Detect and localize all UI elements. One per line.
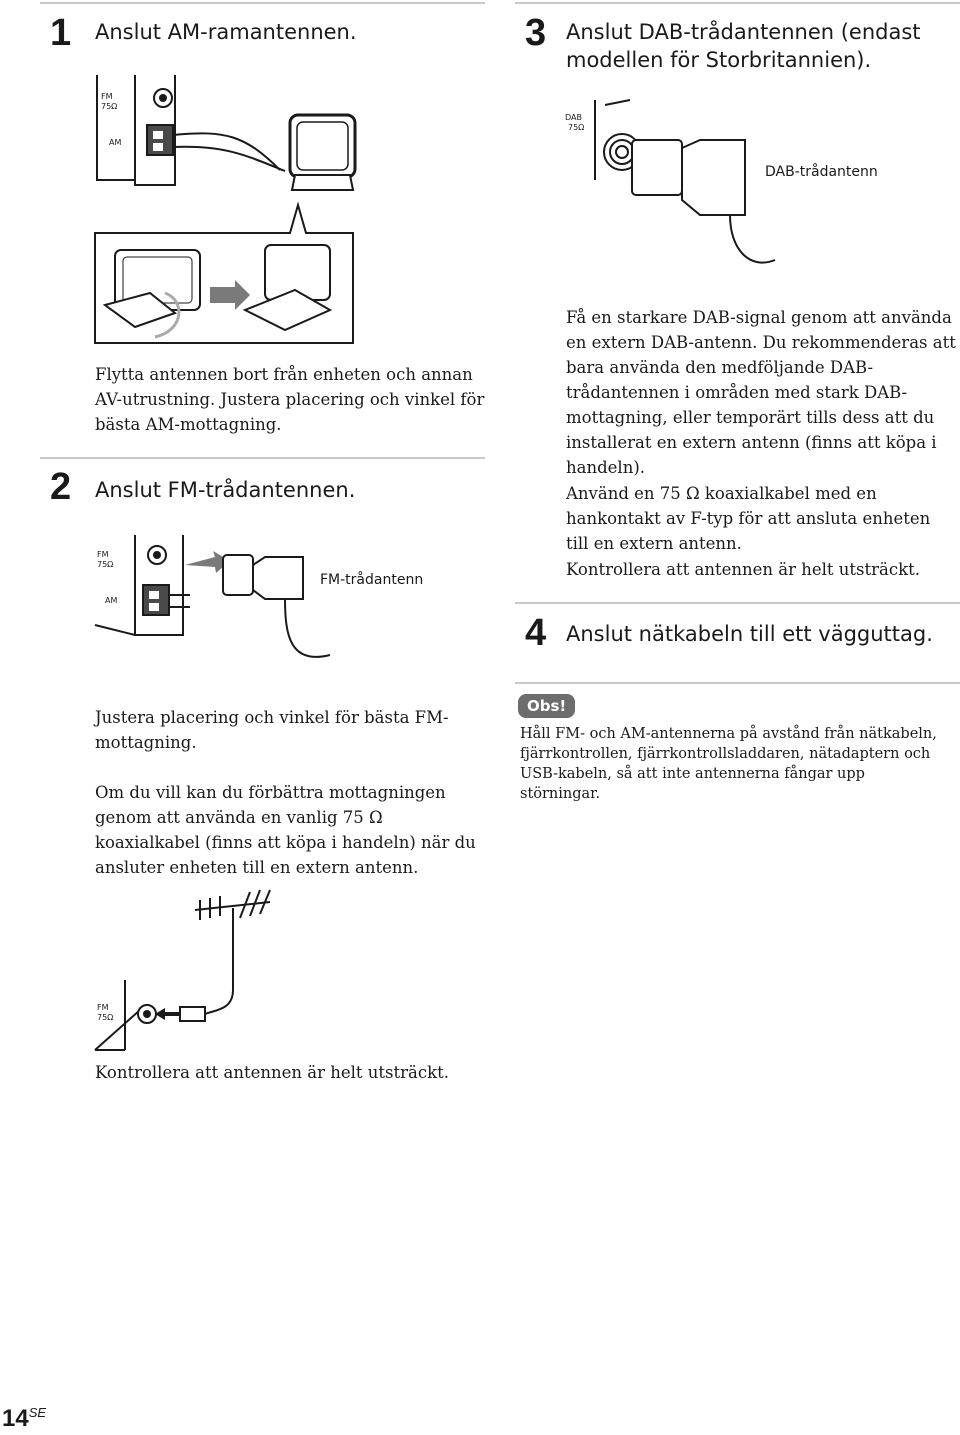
step-2-body-1: Justera placering och vinkel för bästa FM-mottagning.	[95, 708, 449, 752]
step-3-heading: Anslut DAB-trådantennen (endast modellen för Storbritannien).	[566, 20, 921, 72]
step-1-number: 1	[50, 12, 72, 54]
page-number-value: 14	[2, 1405, 29, 1432]
step-2-body-3: Kontrollera att antennen är helt utsträckt.	[95, 1063, 449, 1082]
note-rule	[515, 682, 960, 684]
step-4-number: 4	[525, 612, 547, 654]
dab-label: DAB	[565, 113, 582, 122]
am-label: AM	[109, 138, 122, 147]
am-loop-antenna-illustration	[95, 75, 375, 345]
step-3-body-2: Använd en 75 Ω koaxialkabel med en hankontakt av F-typ för att ansluta enheten till en extern antenn.	[566, 484, 931, 553]
external-antenna-illustration	[95, 890, 355, 1060]
step-2-number: 2	[50, 466, 72, 508]
dab-antenna-caption: DAB-trådantenn	[765, 164, 878, 180]
step-3-body-3: Kontrollera att antennen är helt utsträckt.	[566, 560, 920, 579]
step-2-body-2: Om du vill kan du förbättra mottagningen genom att använda en vanlig 75 Ω koaxialkabel (finns att köpa i handeln) när du ansluter enheten till en extern antenn.	[95, 783, 476, 877]
note-text: Håll FM- och AM-antennerna på avstånd från nätkabeln, fjärrkontrollen, fjärrkontrollsladdaren, nätadaptern och USB-kabeln, så att inte antennerna fångar upp störningar.	[520, 726, 937, 802]
ohm-label: 75Ω	[101, 102, 118, 111]
step-2-rule	[40, 457, 485, 459]
step-1-body: Flytta antennen bort från enheten och annan AV-utrustning. Justera placering och vinkel för bästa AM-mottagning.	[95, 365, 485, 434]
ohm-label: 75Ω	[97, 1013, 114, 1022]
page-number-suffix: SE	[28, 1405, 47, 1420]
column-rule-top-right	[515, 2, 960, 4]
column-rule-top-left	[40, 2, 485, 4]
note-badge: Obs!	[518, 694, 575, 718]
dab-wire-antenna-illustration	[560, 100, 820, 280]
am-label: AM	[105, 596, 118, 605]
fm-label: FM	[101, 92, 113, 101]
ohm-label: 75Ω	[97, 560, 114, 569]
fm-label: FM	[97, 550, 109, 559]
step-3-body-1: Få en starkare DAB-signal genom att använda en extern DAB-antenn. Du rekommenderas att bara använda den medföljande DAB-trådantennen i områden med stark DAB-mottagning, eller temporärt tills dess att du installerat en extern antenn (finns att köpa i handeln).	[566, 308, 956, 477]
step-4-rule	[515, 602, 960, 604]
ohm-label: 75Ω	[568, 123, 585, 132]
fm-antenna-caption: FM-trådantenn	[320, 572, 424, 588]
step-3-number: 3	[525, 12, 547, 54]
step-2-heading: Anslut FM-trådantennen.	[95, 478, 356, 502]
page-number	[2, 1405, 46, 1433]
fm-wire-antenna-illustration	[95, 535, 415, 675]
step-1-heading: Anslut AM-ramantennen.	[95, 20, 357, 44]
fm-label: FM	[97, 1003, 109, 1012]
step-4-heading: Anslut nätkabeln till ett vägguttag.	[566, 622, 933, 646]
